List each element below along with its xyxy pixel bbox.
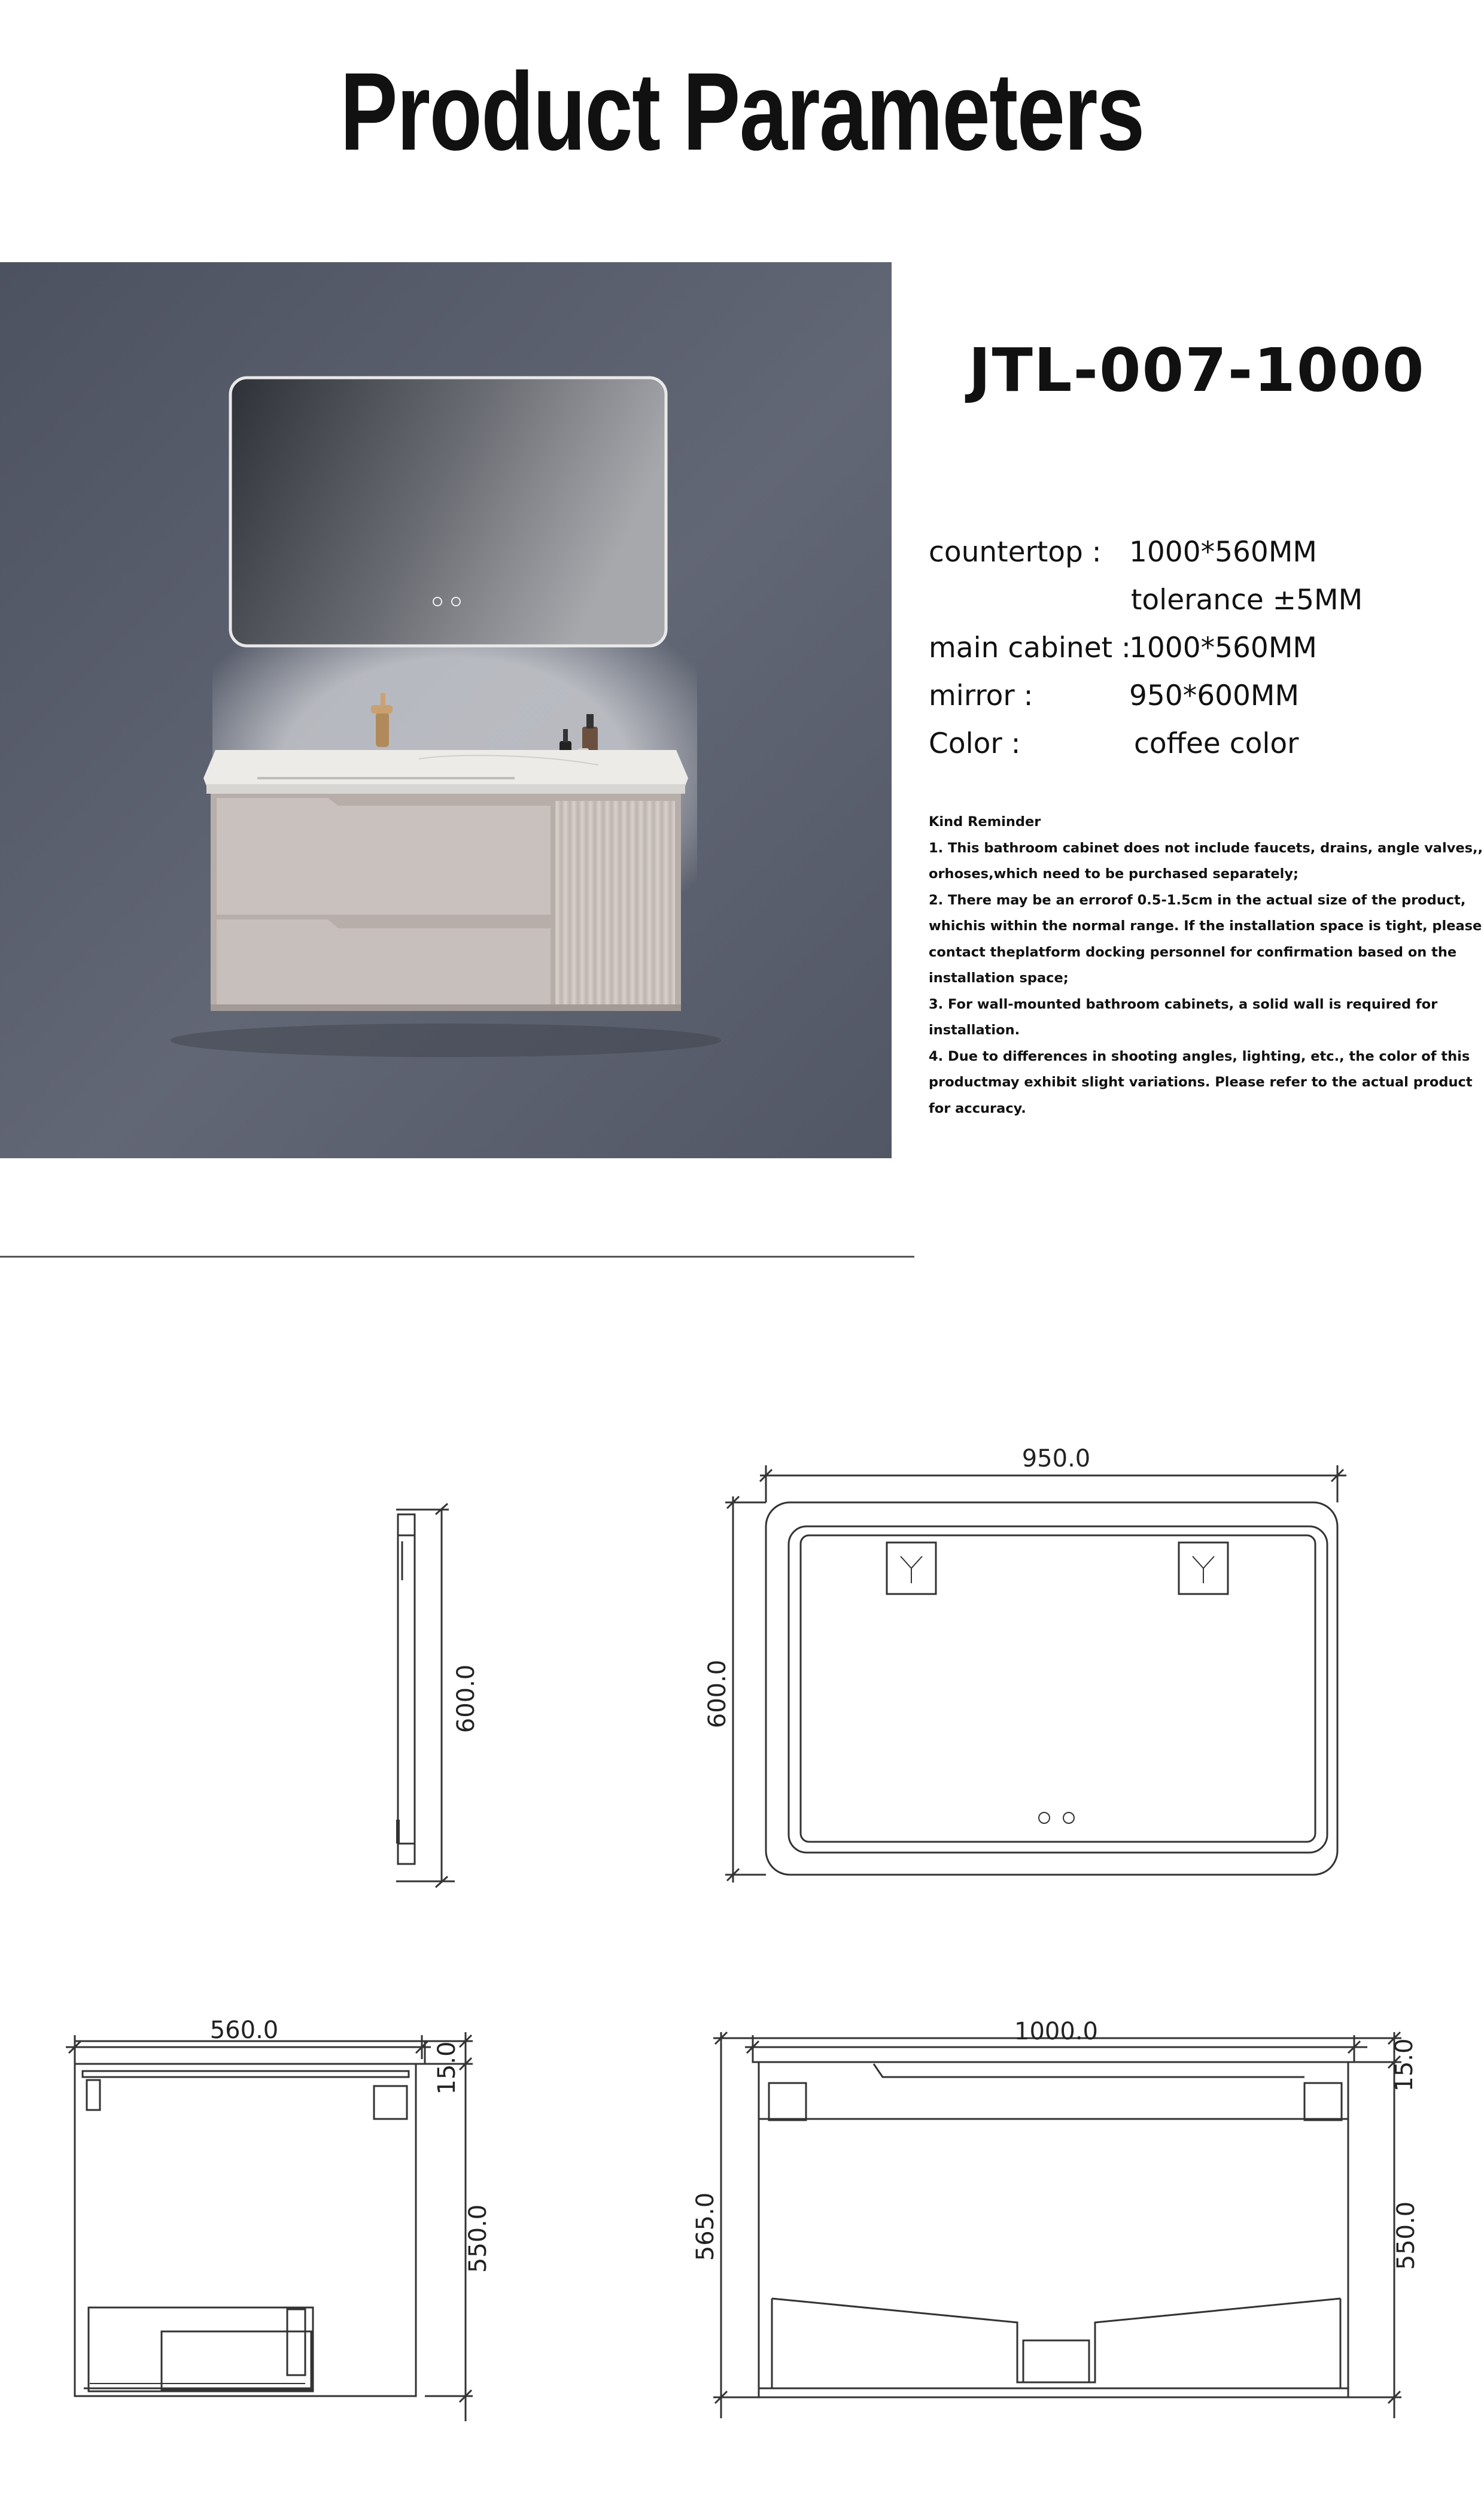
- dim-cabinet-total: 565.0: [692, 2192, 719, 2261]
- spec-label: Color :: [929, 727, 1021, 760]
- led-mirror: [230, 378, 666, 646]
- faucet: [376, 712, 389, 747]
- dim-mirror-height: 600.0: [704, 1659, 731, 1729]
- product-photo: [0, 262, 892, 1158]
- spec-value: tolerance ±5MM: [1131, 584, 1363, 617]
- spec-row-color: [929, 727, 1467, 775]
- spec-value: 1000*560MM: [1129, 631, 1317, 664]
- spec-value: 950*600MM: [1129, 679, 1300, 712]
- dim-cabinet-side-top: 15.0: [433, 2041, 461, 2095]
- reminder-line: orhoses,which need to be purchased separately;: [929, 866, 1299, 882]
- kind-reminder: [929, 809, 1483, 1122]
- top-drawer: [217, 798, 551, 915]
- reminder-line: whichis within the normal range. If the installation space is tight, please: [929, 918, 1482, 934]
- page-title: Product Parameters: [340, 50, 1144, 174]
- reminder-line: contact theplatform docking personnel for confirmation based on the: [929, 944, 1457, 960]
- section-divider: [0, 1256, 914, 1258]
- reminder-line: 4. Due to differences in shooting angles, lighting, etc., the color of this: [929, 1048, 1470, 1064]
- reminder-line: 2. There may be an errorof 0.5-1.5cm in the actual size of the product,: [929, 892, 1466, 908]
- dim-cabinet-front-height: 550.0: [1392, 2201, 1420, 2270]
- fluted-door: [555, 801, 675, 1004]
- dim-mirror-side-height: 600.0: [452, 1664, 480, 1733]
- bottom-drawer: [217, 919, 551, 1004]
- spec-row-main-cabinet: [929, 631, 1467, 679]
- dim-cabinet-width: 1000.0: [1014, 2018, 1098, 2045]
- dim-cabinet-front-top: 15.0: [1391, 2038, 1418, 2092]
- dim-cabinet-depth: 560.0: [209, 2017, 279, 2044]
- dim-mirror-width: 950.0: [1021, 1445, 1091, 1472]
- reminder-line: installation space;: [929, 970, 1069, 986]
- reminder-line: installation.: [929, 1022, 1020, 1038]
- spec-value: coffee color: [1134, 727, 1299, 760]
- reminder-line: for accuracy.: [929, 1100, 1026, 1116]
- cabinet-side-view: [66, 2032, 473, 2421]
- technical-drawings: [0, 1401, 1484, 2514]
- dim-cabinet-side-height: 550.0: [464, 2204, 492, 2273]
- reminder-line: productmay exhibit slight variations. Please refer to the actual product: [929, 1074, 1473, 1090]
- spec-label: mirror :: [929, 679, 1033, 712]
- mirror-side-view: [396, 1504, 455, 1887]
- reminder-line: 1. This bathroom cabinet does not include faucets, drains, angle valves,,: [929, 840, 1483, 856]
- reminder-line: 3. For wall-mounted bathroom cabinets, a solid wall is required for: [929, 996, 1438, 1012]
- spec-label: countertop :: [929, 536, 1102, 569]
- spec-row-mirror: [929, 679, 1467, 727]
- spec-row-tolerance: [929, 584, 1467, 631]
- mirror-front-view: [725, 1465, 1346, 1883]
- spec-value: 1000*560MM: [1129, 536, 1317, 569]
- spec-label: main cabinet :: [929, 631, 1131, 664]
- model-number: JTL-007-1000: [968, 335, 1425, 405]
- cabinet-front-view: [713, 2032, 1401, 2418]
- spec-list: [929, 536, 1467, 775]
- spec-row-countertop: [929, 536, 1467, 584]
- reminder-heading: Kind Reminder: [929, 814, 1041, 830]
